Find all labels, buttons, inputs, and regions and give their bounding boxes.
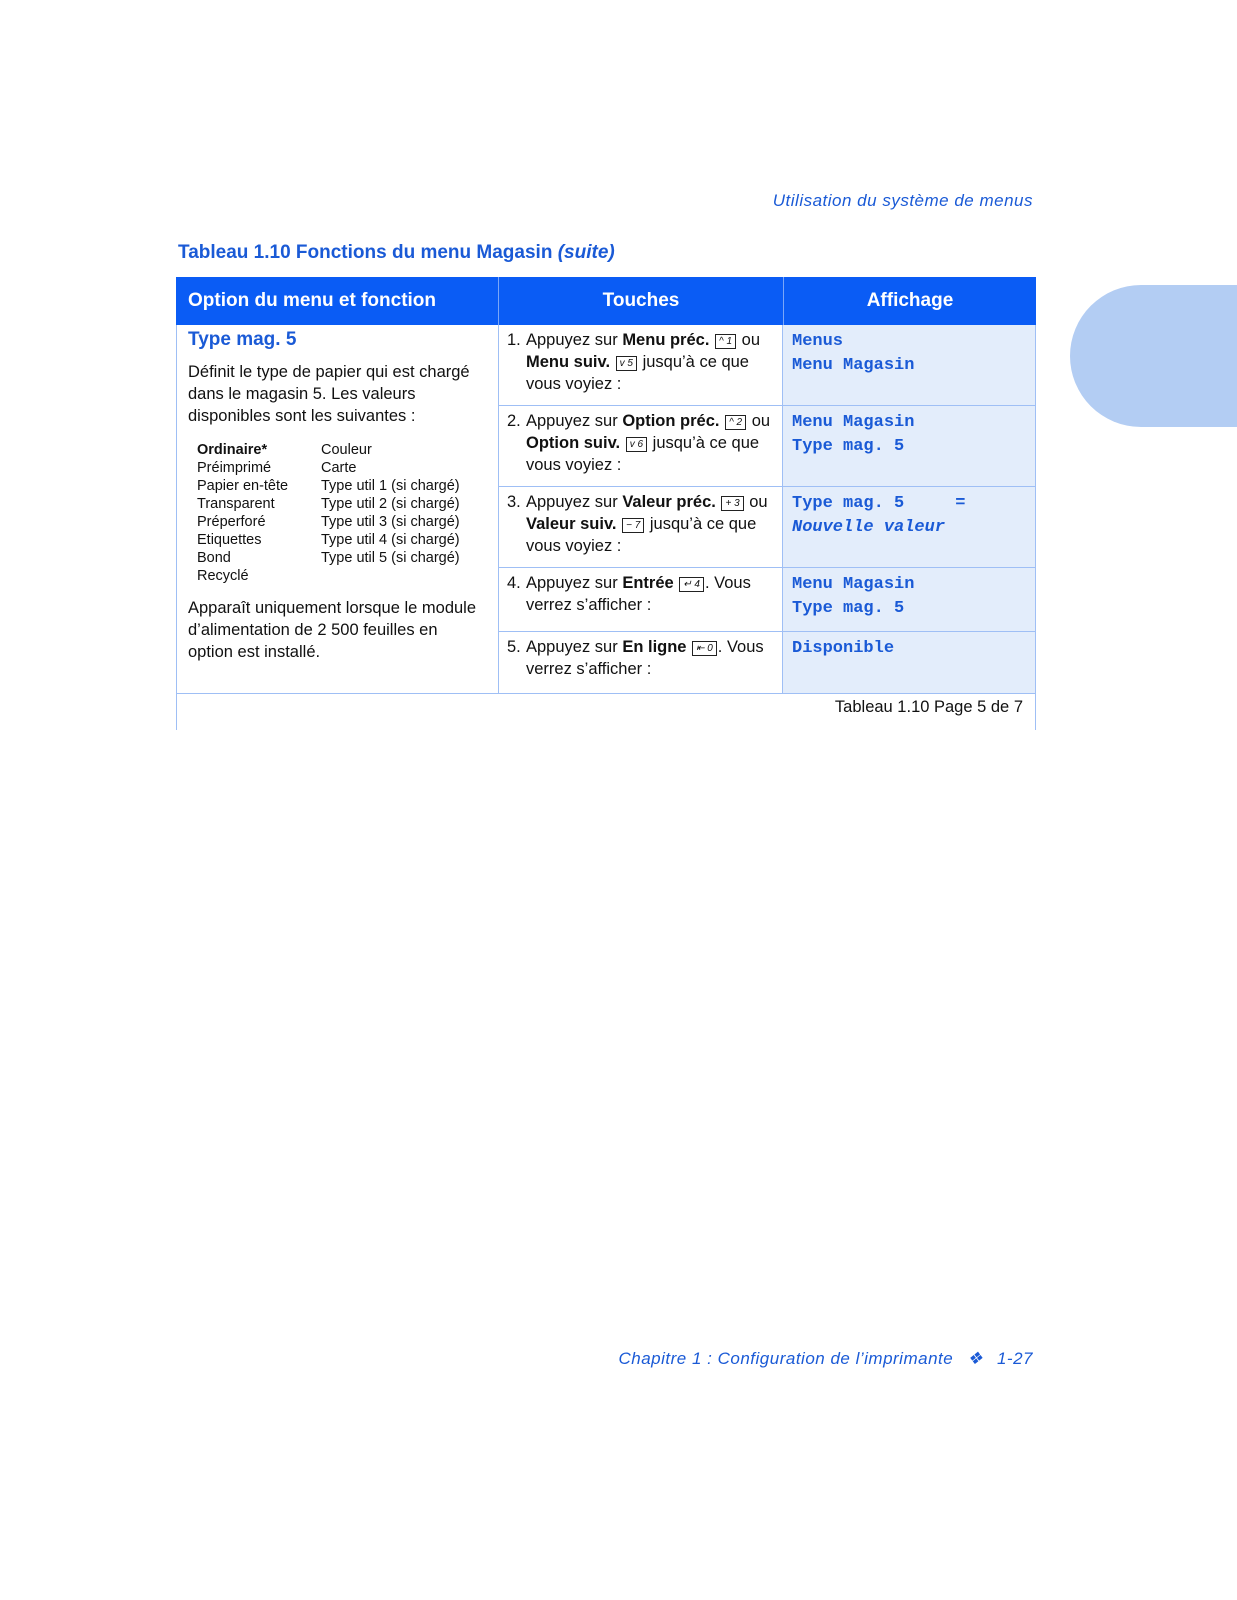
key-online-icon: ⇤ 0: [692, 641, 717, 656]
key-minus-icon: − 7: [622, 518, 644, 533]
step-instructions: [499, 406, 783, 486]
step-instructions: [499, 487, 783, 567]
step-text: Appuyez sur Menu préc. ^ 1 ou Menu suiv. v 5 jusqu’à ce que vous voyiez :: [526, 331, 760, 393]
step-row-4: [499, 568, 1035, 632]
value-item: Type util 5 (si chargé): [321, 550, 460, 566]
step-number: 5.: [507, 638, 521, 656]
value-item: Préimprimé: [197, 460, 272, 476]
key-enter-icon: ↵ 4: [679, 577, 704, 592]
value-item: Couleur: [321, 442, 372, 458]
display-line: Menus: [792, 332, 844, 351]
display-panel: [783, 406, 1035, 486]
table-footer-row: [176, 694, 1036, 730]
display-line: Type mag. 5: [792, 599, 905, 618]
table-title-suffix: (suite): [557, 242, 615, 263]
value-item: Ordinaire*: [197, 442, 268, 458]
value-item: Papier en-tête: [197, 478, 289, 494]
option-description: Définit le type de papier qui est chargé dans le magasin 5. Les valeurs disponibles sont les suivantes :: [188, 363, 470, 425]
step-number: 1.: [507, 331, 521, 349]
chapter-side-tab: [1070, 285, 1237, 427]
steps-column: [499, 325, 1035, 693]
display-line: Type mag. 5: [792, 437, 905, 456]
menu-functions-table: [176, 277, 1036, 730]
key-up-icon: ^ 2: [725, 415, 746, 430]
step-text: Appuyez sur En ligne ⇤ 0 . Vous verrez s’afficher :: [526, 638, 764, 678]
key-down-icon: v 5: [616, 356, 637, 371]
running-header: Utilisation du système de menus: [772, 191, 1033, 210]
value-item: Type util 4 (si chargé): [321, 532, 460, 548]
display-panel: [783, 568, 1035, 631]
step-row-5: [499, 632, 1035, 693]
footer-page-number: 1-27: [996, 1349, 1033, 1368]
value-item: [321, 567, 511, 585]
step-text: Appuyez sur Entrée ↵ 4 . Vous verrez s’afficher :: [526, 574, 751, 614]
option-title: Type mag. 5: [188, 329, 297, 350]
page-footer: [619, 1349, 1034, 1369]
step-row-3: [499, 487, 1035, 568]
column-header-option: Option du menu et fonction: [176, 277, 499, 325]
column-header-touches: Touches: [499, 277, 784, 325]
table-page-info: Tableau 1.10 Page 5 de 7: [834, 698, 1023, 716]
display-line: Menu Magasin: [792, 575, 915, 594]
step-instructions: [499, 325, 783, 405]
table-title-text: Tableau 1.10 Fonctions du menu Magasin: [178, 242, 553, 263]
step-row-2: [499, 406, 1035, 487]
value-item: Préperforé: [197, 514, 266, 530]
step-text: Appuyez sur Option préc. ^ 2 ou Option suiv. v 6 jusqu’à ce que vous voyiez :: [526, 412, 771, 474]
step-instructions: [499, 568, 783, 631]
value-item: Bond: [197, 550, 231, 566]
display-panel: [783, 487, 1035, 567]
option-cell: [177, 325, 499, 693]
option-note: Apparaît uniquement lorsque le module d’alimentation de 2 500 feuilles en option est installé.: [188, 599, 477, 661]
display-line: Menu Magasin: [792, 356, 915, 375]
step-number: 2.: [507, 412, 521, 430]
key-up-icon: ^ 1: [715, 334, 736, 349]
value-item: Etiquettes: [197, 532, 262, 548]
diamond-icon: ❖: [967, 1349, 983, 1368]
step-number: 3.: [507, 493, 521, 511]
display-panel: [783, 632, 1035, 693]
value-item: Recyclé: [197, 568, 249, 584]
table-title: [178, 242, 615, 264]
value-item: Type util 2 (si chargé): [321, 496, 460, 512]
table-header-row: [176, 277, 1036, 325]
step-instructions: [499, 632, 783, 693]
value-item: Transparent: [197, 496, 275, 512]
value-item: Type util 3 (si chargé): [321, 514, 460, 530]
step-number: 4.: [507, 574, 521, 592]
display-line: Menu Magasin: [792, 413, 915, 432]
display-line: Type mag. 5 =: [792, 494, 966, 513]
display-panel: [783, 325, 1035, 405]
footer-chapter: Chapitre 1 : Configuration de l’imprimante: [618, 1349, 954, 1368]
display-line: Disponible: [792, 639, 895, 658]
table-body: [176, 325, 1036, 694]
option-values-list: [197, 441, 487, 585]
step-row-1: [499, 325, 1035, 406]
key-down-icon: v 6: [626, 437, 647, 452]
column-header-affichage: Affichage: [866, 290, 954, 311]
value-item: Type util 1 (si chargé): [321, 478, 460, 494]
key-plus-icon: + 3: [721, 496, 743, 511]
step-text: Appuyez sur Valeur préc. + 3 ou Valeur suiv. − 7 jusqu’à ce que vous voyiez :: [526, 493, 768, 555]
value-item: Carte: [321, 460, 357, 476]
display-line: Nouvelle valeur: [792, 518, 946, 537]
